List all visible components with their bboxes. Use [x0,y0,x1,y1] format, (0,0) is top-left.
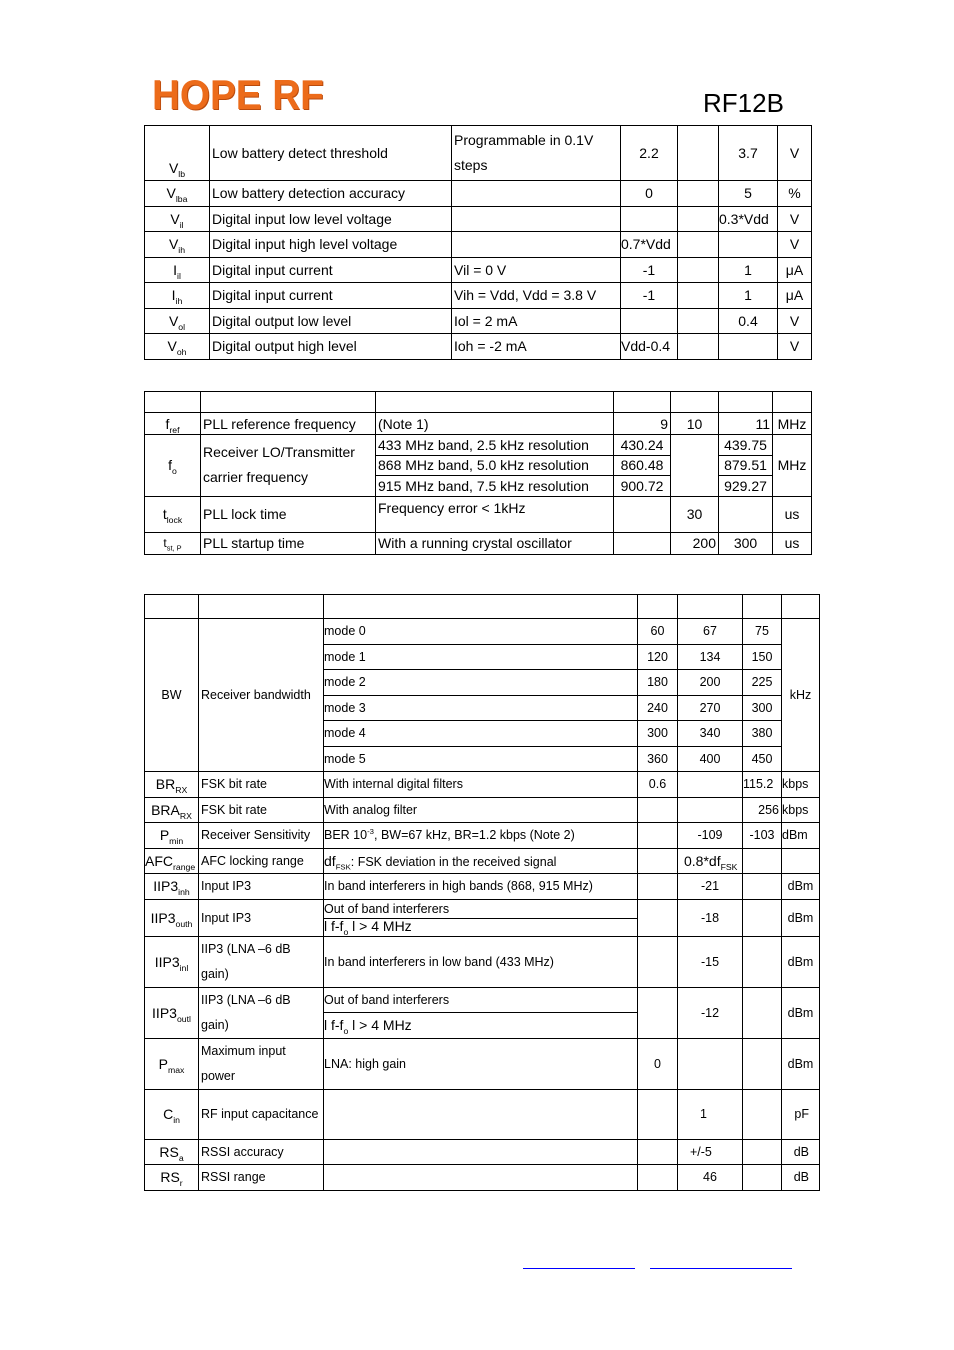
symbol-cell: $V_{oh}$ [145,334,210,360]
unit-cell: us [773,532,812,554]
condition-cell: mode 5 [324,746,638,772]
typ-cell [678,232,719,258]
condition-cell [324,1165,638,1191]
typ-cell: 200 [678,670,743,696]
typ-cell [678,126,719,181]
unit-cell: μA [778,283,812,309]
unit-cell: MHz [773,435,812,497]
condition-cell: BER $10^{-3}$, BW=67 kHz, BR=1.2 kbps (Note 2) [324,823,638,849]
symbol-cell: $IIP3_{outl}$ [145,987,199,1038]
condition-cell: mode 3 [324,695,638,721]
parameter-cell: Digital input current [210,283,452,309]
typ-cell: -15 [678,936,743,987]
symbol-cell: $RS_r$ [145,1165,199,1191]
max-cell: 75 [743,619,782,645]
unit-cell: dBm [782,987,820,1038]
min-cell [638,1139,678,1165]
max-cell: 150 [743,644,782,670]
table-row [145,936,820,987]
symbol-cell: $V_{ih}$ [145,232,210,258]
condition-line: l $f-f_o$ l > 4 MHz [324,1016,412,1036]
unit-cell: dBm [782,823,820,849]
table-row [145,1089,820,1139]
min-cell [638,797,678,823]
typ-cell: -18 [678,899,743,936]
condition-cell [452,232,621,258]
min-cell: Vdd-0.4 [621,334,678,360]
table-row [145,496,812,532]
unit-cell: pF [782,1089,820,1139]
symbol-cell: $t_{st, P}$ [145,532,201,554]
max-cell: 11 [719,413,773,435]
condition-cell: With analog filter [324,797,638,823]
typ-cell: 134 [678,644,743,670]
condition-cell: Vil = 0 V [452,257,621,283]
table-row [145,413,812,435]
unit-cell: dBm [782,899,820,936]
min-cell: 60 [638,619,678,645]
parameter-cell: PLL reference frequency [201,413,376,435]
typ-cell [678,308,719,334]
table-row [145,899,820,936]
header-cell [719,392,773,413]
unit-cell: dBm [782,1038,820,1089]
min-cell: 300 [638,721,678,747]
parameter-cell: Maximum input power [199,1038,324,1089]
min-cell [638,848,678,874]
table-row [145,1139,820,1165]
table-row [145,772,820,798]
table-row [145,874,820,900]
symbol-cell: $BR_{RX}$ [145,772,199,798]
symbol-cell: $AFC_{range}$ [145,848,199,874]
table-row [145,797,820,823]
unit-cell: dB [782,1165,820,1191]
typ-cell: 46 [678,1165,743,1191]
header-cell [782,595,820,619]
table-row [145,1165,820,1191]
table-row [145,619,820,645]
electrical-spec-table [144,125,812,360]
parameter-cell: Digital output high level [210,334,452,360]
parameter-cell: RSSI range [199,1165,324,1191]
typ-cell: 400 [678,746,743,772]
symbol-cell: BW [145,619,199,772]
receiver-spec-table [144,594,820,1191]
max-cell [743,1139,782,1165]
condition-cell: 915 MHz band, 7.5 kHz resolution [376,476,614,497]
unit-cell: V [778,126,812,181]
symbol-cell: $C_{in}$ [145,1089,199,1139]
min-cell [638,823,678,849]
condition-cell: (Note 1) [376,413,614,435]
condition-cell: Programmable in 0.1V steps [452,126,621,181]
unit-cell: dB [782,1139,820,1165]
header-cell [743,595,782,619]
header-cell [671,392,719,413]
symbol-cell: $f_{ref}$ [145,413,201,435]
unit-cell: V [778,308,812,334]
header-cell [638,595,678,619]
condition-line: Out of band interferers [324,902,637,919]
condition-cell [324,1139,638,1165]
min-cell: 360 [638,746,678,772]
max-cell [743,899,782,936]
condition-cell: With a running crystal oscillator [376,532,614,554]
unit-cell: dBm [782,936,820,987]
header-cell [201,392,376,413]
table-row [145,283,812,309]
min-cell [621,308,678,334]
min-cell: 900.72 [614,476,671,497]
min-cell: 240 [638,695,678,721]
typ-cell: -109 [678,823,743,849]
condition-cell: $df_{FSK}$: FSK deviation in the received signal [324,848,638,874]
unit-cell: us [773,496,812,532]
unit-cell: V [778,232,812,258]
model-name: RF12B [703,88,784,118]
typ-cell: -12 [678,987,743,1038]
condition-cell: 433 MHz band, 2.5 kHz resolution [376,435,614,456]
typ-cell: 340 [678,721,743,747]
condition-cell: Iol = 2 mA [452,308,621,334]
min-cell [614,532,671,554]
condition-cell: With internal digital filters [324,772,638,798]
parameter-cell: RF input capacitance [199,1089,324,1139]
symbol-cell: $RS_a$ [145,1139,199,1165]
symbol-cell: $V_{il}$ [145,206,210,232]
parameter-cell: RSSI accuracy [199,1139,324,1165]
parameter-cell: Digital input low level voltage [210,206,452,232]
parameter-cell: Digital output low level [210,308,452,334]
hope-rf-logo: HOPE RF [152,71,324,118]
symbol-cell: $IIP3_{outh}$ [145,899,199,936]
condition-line: Out of band interferers [324,993,637,1013]
unit-cell [782,848,820,874]
max-cell: 115.2 [743,772,782,798]
symbol-cell: $P_{min}$ [145,823,199,849]
min-cell [638,1089,678,1139]
pll-spec-table [144,391,812,555]
typ-cell: $0.8*df_{FSK}$ [678,848,743,874]
min-cell: 0.7*Vdd [621,232,678,258]
parameter-cell: Low battery detect threshold [210,126,452,181]
min-cell [638,936,678,987]
parameter-cell: AFC locking range [199,848,324,874]
min-cell [638,874,678,900]
min-cell: 860.48 [614,455,671,476]
header-cell [145,392,201,413]
typ-cell [678,181,719,207]
typ-cell [671,435,719,497]
header-cell [614,392,671,413]
condition-cell: In band interferers in high bands (868, 915 MHz) [324,874,638,900]
max-cell: -103 [743,823,782,849]
typ-cell [678,206,719,232]
typ-cell: 30 [671,496,719,532]
unit-cell: dBm [782,874,820,900]
symbol-cell: $IIP3_{inh}$ [145,874,199,900]
parameter-cell: Receiver LO/Transmitter carrier frequency [201,435,376,497]
max-cell [719,496,773,532]
typ-cell: 1 [678,1089,743,1139]
symbol-cell: $V_{lba}$ [145,181,210,207]
symbol-cell: $t_{lock}$ [145,496,201,532]
table-row [145,257,812,283]
max-cell [743,848,782,874]
table-header-row [145,595,820,619]
table-row [145,181,812,207]
max-cell: 0.3*Vdd [719,206,778,232]
parameter-cell: Receiver bandwidth [199,619,324,772]
unit-cell: V [778,334,812,360]
unit-cell: kHz [782,619,820,772]
footer-link-underline[interactable] [650,1268,792,1269]
parameter-cell: Receiver Sensitivity [199,823,324,849]
unit-cell: V [778,206,812,232]
min-cell [638,1165,678,1191]
condition-cell: LNA: high gain [324,1038,638,1089]
typ-cell: 10 [671,413,719,435]
table-row [145,532,812,554]
parameter-cell: Low battery detection accuracy [210,181,452,207]
table-row [145,848,820,874]
typ-cell [678,1038,743,1089]
table-row [145,308,812,334]
max-cell: 225 [743,670,782,696]
typ-cell: -21 [678,874,743,900]
parameter-cell: PLL lock time [201,496,376,532]
symbol-cell: $V_{ol}$ [145,308,210,334]
unit-cell: kbps [782,772,820,798]
typ-cell [678,283,719,309]
table-header-row [145,392,812,413]
min-cell: 180 [638,670,678,696]
condition-cell: In band interferers in low band (433 MHz) [324,936,638,987]
min-cell: 9 [614,413,671,435]
max-cell [719,334,778,360]
typ-cell [678,257,719,283]
typ-cell [678,772,743,798]
symbol-cell: $f_o$ [145,435,201,497]
max-cell [743,1089,782,1139]
unit-cell: μA [778,257,812,283]
max-cell: 380 [743,721,782,747]
header-cell [145,595,199,619]
typ-cell: 200 [671,532,719,554]
max-cell: 256 [743,797,782,823]
min-cell: 0 [638,1038,678,1089]
max-cell: 5 [719,181,778,207]
condition-cell [324,987,638,1038]
min-cell: -1 [621,283,678,309]
unit-cell: kbps [782,797,820,823]
header-cell [773,392,812,413]
min-cell: 2.2 [621,126,678,181]
max-cell: 450 [743,746,782,772]
condition-cell: Ioh = -2 mA [452,334,621,360]
table-row [145,1038,820,1089]
table-row [145,435,812,456]
condition-cell: mode 0 [324,619,638,645]
max-cell [743,987,782,1038]
max-cell: 3.7 [719,126,778,181]
table-row [145,334,812,360]
parameter-cell: Digital input high level voltage [210,232,452,258]
min-cell: 120 [638,644,678,670]
min-cell [638,987,678,1038]
min-cell [614,496,671,532]
typ-cell: 270 [678,695,743,721]
parameter-cell: FSK bit rate [199,797,324,823]
max-cell [719,232,778,258]
typ-cell [678,797,743,823]
condition-cell: Frequency error < 1kHz [376,496,614,532]
max-cell: 929.27 [719,476,773,497]
min-cell [638,899,678,936]
parameter-cell: FSK bit rate [199,772,324,798]
condition-line: l $f-f_o$ l > 4 MHz [324,918,412,936]
condition-cell [324,899,638,936]
max-cell [743,874,782,900]
typ-cell: +/-5 [678,1139,743,1165]
table-row [145,206,812,232]
condition-cell [452,181,621,207]
unit-cell: % [778,181,812,207]
max-cell: 879.51 [719,455,773,476]
symbol-cell: $IIP3_{inl}$ [145,936,199,987]
max-cell: 1 [719,283,778,309]
max-cell [743,1165,782,1191]
parameter-cell: IIP3 (LNA –6 dB gain) [199,987,324,1038]
header-cell [678,595,743,619]
parameter-cell: Input IP3 [199,874,324,900]
parameter-cell: PLL startup time [201,532,376,554]
symbol-cell: $P_{max}$ [145,1038,199,1089]
parameter-cell: Digital input current [210,257,452,283]
min-cell: 0.6 [638,772,678,798]
max-cell: 1 [719,257,778,283]
max-cell: 300 [743,695,782,721]
table-row [145,823,820,849]
symbol-cell: $I_{ih}$ [145,283,210,309]
min-cell: 430.24 [614,435,671,456]
typ-cell: 67 [678,619,743,645]
max-cell [743,1038,782,1089]
symbol-cell: $V_{lb}$ [145,126,210,181]
header-cell [376,392,614,413]
min-cell: 0 [621,181,678,207]
typ-cell [678,334,719,360]
symbol-cell: $BRA_{RX}$ [145,797,199,823]
table-row [145,987,820,1038]
max-cell [743,936,782,987]
condition-cell [324,1089,638,1139]
condition-cell: mode 1 [324,644,638,670]
footer-link-underline[interactable] [523,1268,635,1269]
max-cell: 300 [719,532,773,554]
parameter-cell: Input IP3 [199,899,324,936]
max-cell: 439.75 [719,435,773,456]
symbol-cell: $I_{il}$ [145,257,210,283]
max-cell: 0.4 [719,308,778,334]
min-cell [621,206,678,232]
unit-cell: MHz [773,413,812,435]
parameter-cell: IIP3 (LNA –6 dB gain) [199,936,324,987]
table-row [145,126,812,181]
condition-cell [452,206,621,232]
condition-cell: Vih = Vdd, Vdd = 3.8 V [452,283,621,309]
table-row [145,232,812,258]
header-cell [324,595,638,619]
header-cell [199,595,324,619]
min-cell: -1 [621,257,678,283]
condition-cell: mode 2 [324,670,638,696]
condition-cell: 868 MHz band, 5.0 kHz resolution [376,455,614,476]
condition-cell: mode 4 [324,721,638,747]
